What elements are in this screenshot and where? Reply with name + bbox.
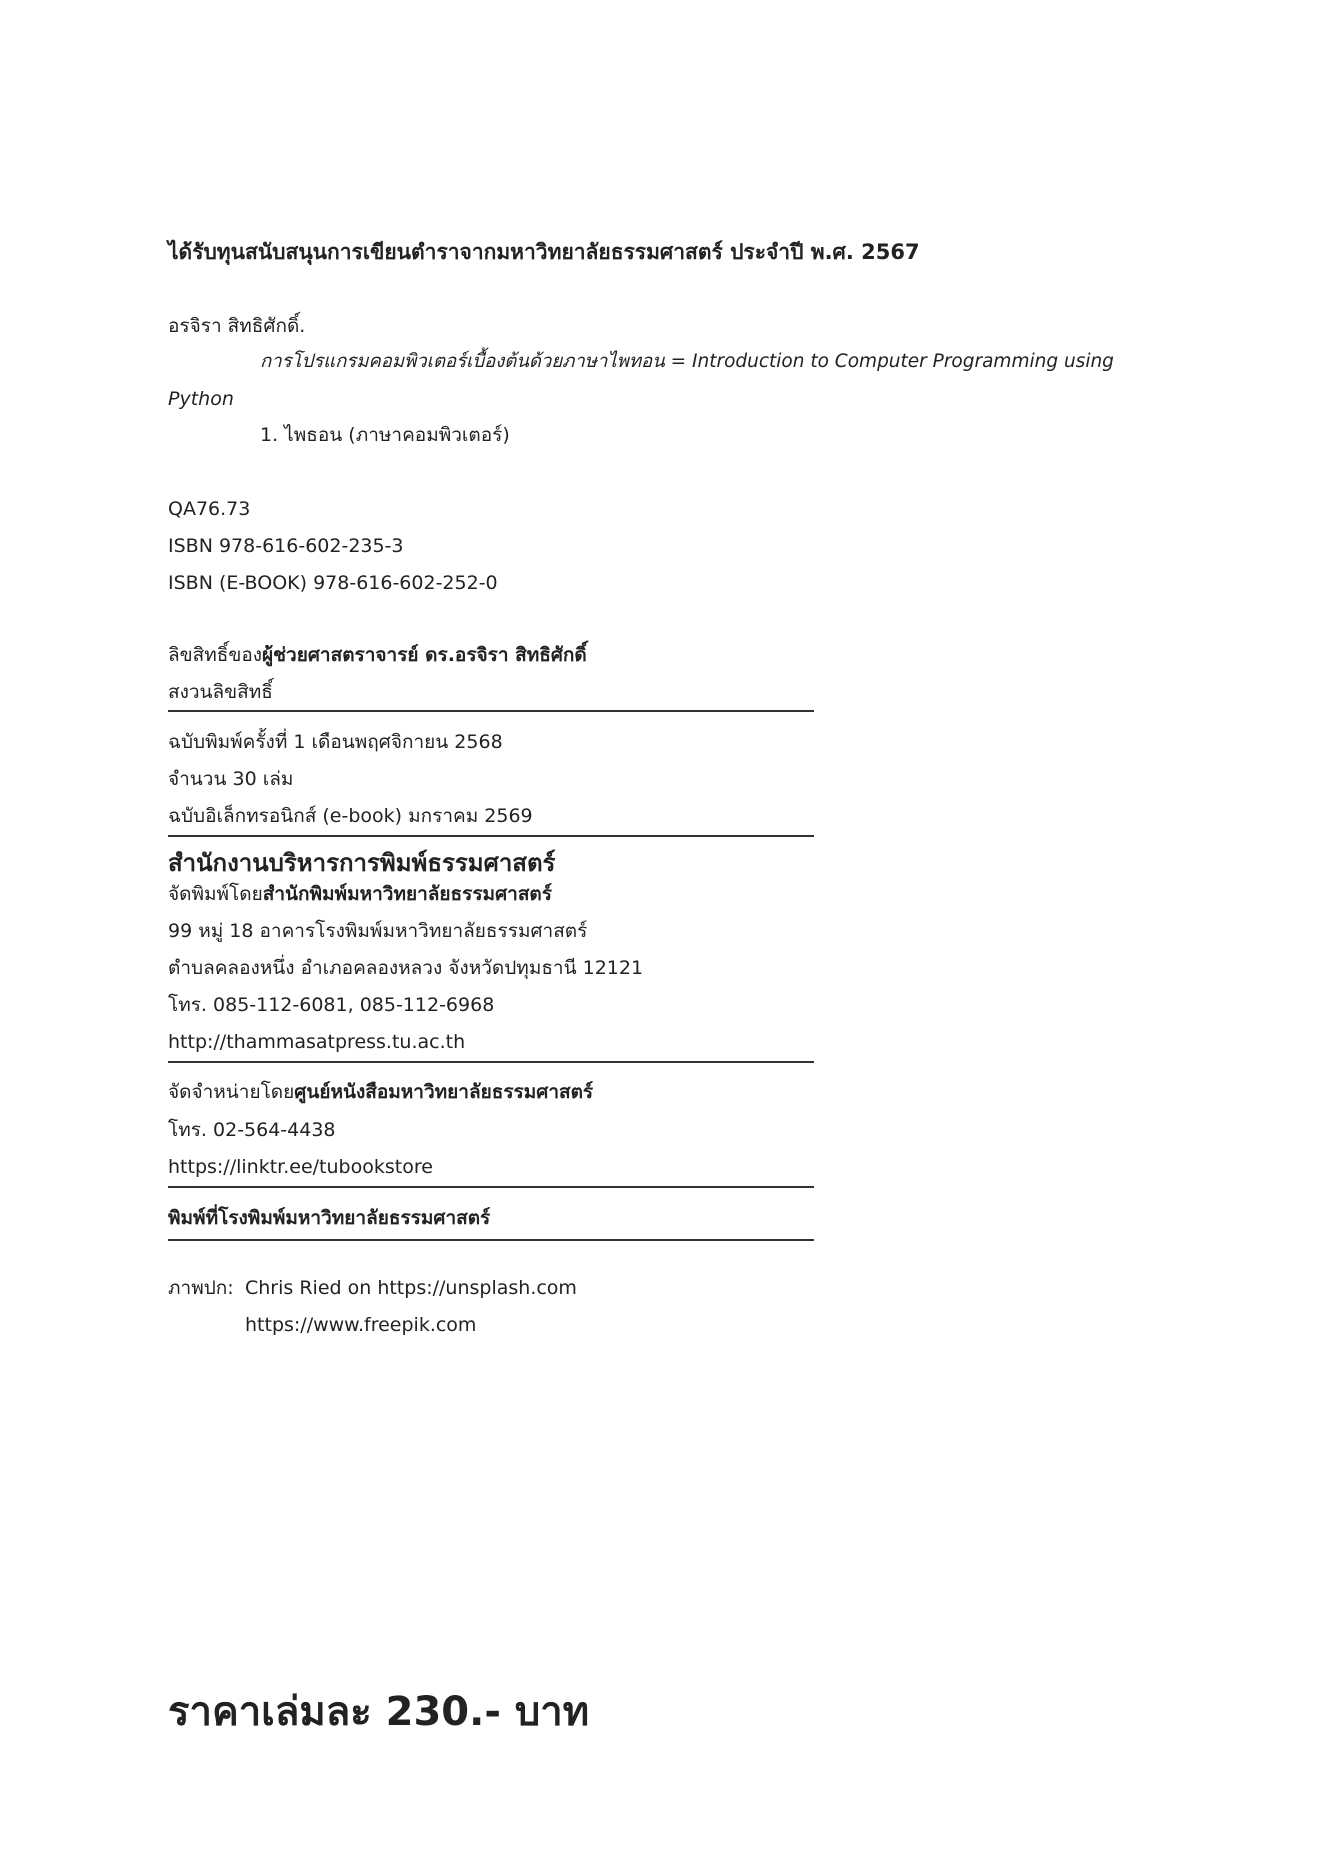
divider: [168, 710, 814, 712]
price: ราคาเล่มละ 230.- บาท: [168, 1689, 590, 1735]
copies: จำนวน 30 เล่ม: [168, 768, 294, 790]
catalog-title: การโปรแกรมคอมพิวเตอร์เบื้องต้นด้วยภาษาไพทอน = Introduction to Computer Programming using: [260, 351, 1114, 372]
published-by-prefix: จัดพิมพ์โดย: [168, 883, 263, 905]
copyright-line: [168, 643, 587, 667]
divider: [168, 835, 814, 837]
ebook-edition: ฉบับอิเล็กทรอนิกส์ (e-book) มกราคม 2569: [168, 805, 533, 827]
cover-label: ภาพปก:: [168, 1277, 234, 1299]
distributor-prefix: จัดจำหน่ายโดย: [168, 1081, 295, 1103]
divider: [168, 1186, 814, 1188]
distributor-url[interactable]: https://linktr.ee/tubookstore: [168, 1156, 433, 1178]
cover-credit-1: Chris Ried on https://unsplash.com: [245, 1277, 577, 1299]
publisher-url[interactable]: http://thammasatpress.tu.ac.th: [168, 1031, 466, 1053]
catalog-subject: 1. ไพธอน (ภาษาคอมพิวเตอร์): [260, 424, 510, 446]
catalog-author: อรจิรา สิทธิศักดิ์.: [168, 315, 306, 337]
printer-name: โรงพิมพ์มหาวิทยาลัยธรรมศาสตร์: [218, 1207, 491, 1229]
catalog-title-cont: Python: [168, 388, 234, 410]
published-by-line: [168, 882, 552, 906]
rights-reserved: สงวนลิขสิทธิ์: [168, 681, 273, 703]
distributor-phone: โทร. 02-564-4438: [168, 1119, 336, 1141]
divider: [168, 1239, 814, 1241]
cover-credit-2: https://www.freepik.com: [245, 1314, 477, 1336]
publisher-phone: โทร. 085-112-6081, 085-112-6968: [168, 994, 495, 1016]
publisher-name: สำนักพิมพ์มหาวิทยาลัยธรรมศาสตร์: [262, 883, 552, 905]
divider: [168, 1061, 814, 1063]
isbn-ebook: ISBN (E-BOOK) 978-616-602-252-0: [168, 572, 498, 594]
funding-statement: ได้รับทุนสนับสนุนการเขียนตำราจากมหาวิทยาลัยธรรมศาสตร์ ประจำปี พ.ศ. 2567: [168, 240, 920, 264]
distributor-name: ศูนย์หนังสือมหาวิทยาลัยธรรมศาสตร์: [294, 1081, 594, 1103]
publisher-address-2: ตำบลคลองหนึ่ง อำเภอคลองหลวง จังหวัดปทุมธานี 12121: [168, 957, 644, 979]
copyright-prefix: ลิขสิทธิ์ของ: [168, 644, 263, 666]
copyright-holder: ผู้ช่วยศาสตราจารย์ ดร.อรจิรา สิทธิศักดิ์: [262, 644, 587, 666]
publisher-address-1: 99 หมู่ 18 อาคารโรงพิมพ์มหาวิทยาลัยธรรมศาสตร์: [168, 920, 588, 942]
distributor-line: [168, 1080, 593, 1104]
print-edition: ฉบับพิมพ์ครั้งที่ 1 เดือนพฤศจิกายน 2568: [168, 731, 503, 753]
printer-prefix: พิมพ์ที่: [168, 1207, 219, 1229]
printer-line: [168, 1206, 490, 1230]
isbn: ISBN 978-616-602-235-3: [168, 535, 404, 557]
publishing-office: สำนักงานบริหารการพิมพ์ธรรมศาสตร์: [168, 849, 556, 877]
call-number: QA76.73: [168, 498, 251, 520]
